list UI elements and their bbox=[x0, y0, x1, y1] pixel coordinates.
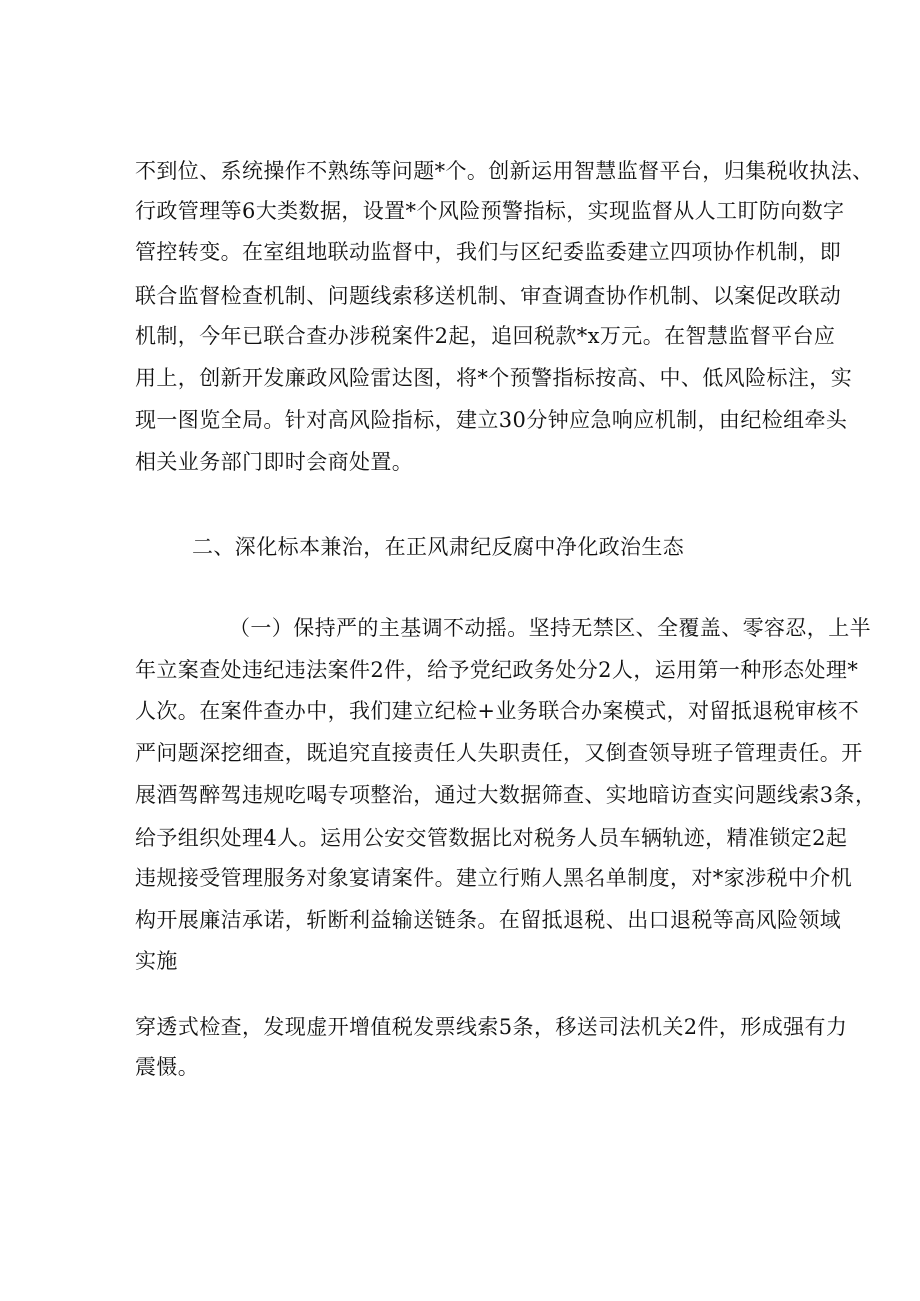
para2-line-9: 实施 bbox=[135, 949, 178, 973]
para2-line-2: 年立案查处违纪违法案件2件，给予党纪政务处分2人，运用第一种形态处理* bbox=[135, 658, 859, 682]
para3-line-2: 震慑。 bbox=[135, 1055, 200, 1079]
para2-line-7: 违规接受管理服务对象宴请案件。建立行贿人黑名单制度，对*家涉税中介机 bbox=[135, 866, 853, 890]
para1-line-3: 管控转变。在室组地联动监督中，我们与区纪委监委建立四项协作机制，即 bbox=[135, 240, 842, 264]
para1-line-8: 相关业务部门即时会商处置。 bbox=[135, 450, 414, 474]
para2-line-4: 严问题深挖细查，既追究直接责任人失职责任，又倒查领导班子管理责任。开 bbox=[135, 741, 863, 765]
para2-line-1: （一）保持严的主基调不动摇。坚持无禁区、全覆盖、零容忍，上半 bbox=[229, 616, 871, 640]
para1-line-2: 行政管理等6大类数据，设置*个风险预警指标，实现监督从人工盯防向数字 bbox=[135, 199, 845, 223]
para3-line-1: 穿透式检查，发现虚开增值税发票线索5条，移送司法机关2件，形成强有力 bbox=[135, 1015, 848, 1039]
para2-line-8: 构开展廉洁承诺，斩断利益输送链条。在留抵退税、出口退税等高风险领域 bbox=[135, 908, 842, 932]
section-heading: 二、深化标本兼治，在正风肃纪反腐中净化政治生态 bbox=[192, 535, 685, 559]
para1-line-5: 机制，今年已联合查办涉税案件2起，追回税款*x万元。在智慧监督平台应 bbox=[135, 324, 836, 348]
para1-line-1: 不到位、系统操作不熟练等问题*个。创新运用智慧监督平台，归集税收执法、 bbox=[135, 159, 874, 183]
para1-line-7: 现一图览全局。针对高风险指标，建立30分钟应急响应机制，由纪检组牵头 bbox=[135, 408, 848, 432]
para1-line-6: 用上，创新开发廉政风险雷达图，将*个预警指标按高、中、低风险标注，实 bbox=[135, 366, 853, 390]
para2-line-5: 展酒驾醉驾违规吃喝专项整治，通过大数据筛查、实地暗访查实问题线索3条， bbox=[135, 783, 877, 807]
para2-line-6: 给予组织处理4人。运用公安交管数据比对税务人员车辆轨迹，精准锁定2起 bbox=[135, 826, 848, 850]
para1-line-4: 联合监督检查机制、问题线索移送机制、审查调查协作机制、以案促改联动 bbox=[135, 284, 842, 308]
para2-line-3: 人次。在案件查办中，我们建立纪检+业务联合办案模式，对留抵退税审核不 bbox=[135, 699, 860, 723]
